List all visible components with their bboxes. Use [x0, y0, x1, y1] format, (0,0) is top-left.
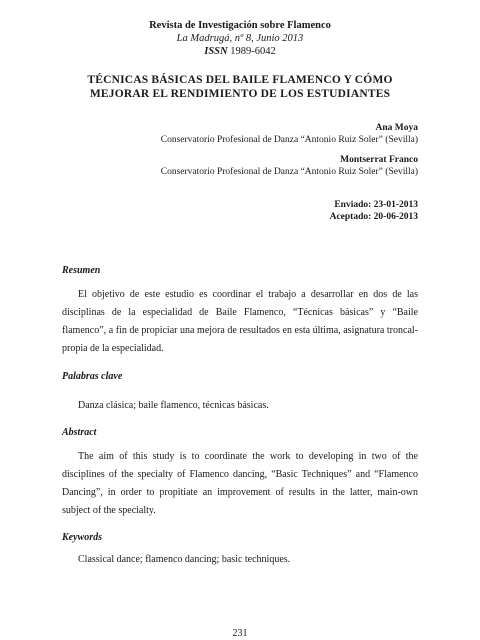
- resumen-text: El objetivo de este estudio es coordinar el trabajo a desarrollar en dos de las disciplinas de la especialidad de Baile Flamenco, “Técnicas básicas” y “Baile flamenco”, a fin de propiciar una mejora de resultados en esta última, asignatura troncal-propia de la especialidad.: [62, 289, 418, 354]
- journal-issn: [0, 45, 480, 58]
- paper-title: [60, 73, 420, 101]
- palabras-clave-heading: Palabras clave: [62, 371, 123, 382]
- author-list: [58, 122, 418, 186]
- title-line: MEJORAR EL RENDIMIENTO DE LOS ESTUDIANTES: [89, 88, 391, 100]
- palabras-clave-text: Danza clásica; baile flamenco, técnicas básicas.: [78, 400, 269, 411]
- keywords-heading: Keywords: [62, 532, 102, 543]
- author-affiliation: Conservatorio Profesional de Danza “Antonio Ruiz Soler” (Sevilla): [160, 167, 418, 177]
- issn-label: ISSN: [204, 46, 228, 57]
- journal-issue: La Madrugá, nº 8, Junio 2013: [176, 33, 304, 44]
- title-line: TÉCNICAS BÁSICAS DEL BAILE FLAMENCO Y CÓMO: [87, 74, 393, 86]
- keywords-text: Classical dance; flamenco dancing; basic techniques.: [78, 554, 291, 565]
- resumen-heading: Resumen: [62, 265, 101, 276]
- author-name: Ana Moya: [375, 123, 418, 133]
- author-name: Montserrat Franco: [340, 155, 418, 165]
- page-number: 231: [232, 628, 248, 639]
- date-accepted: Aceptado: 20-06-2013: [329, 212, 418, 222]
- abstract-heading: Abstract: [62, 427, 97, 438]
- submission-dates: [330, 199, 418, 223]
- issn-number: 1989-6042: [230, 46, 276, 57]
- author: [58, 154, 418, 178]
- date-sent: Enviado: 23-01-2013: [334, 200, 418, 210]
- author: [58, 122, 418, 146]
- author-affiliation: Conservatorio Profesional de Danza “Antonio Ruiz Soler” (Sevilla): [160, 135, 418, 145]
- abstract-text: The aim of this study is to coordinate the work to developing in two of the disciplines of the specialty of Flamenco dancing, “Basic Techniques” and “Flamenco Dancing”, in order to propitiate an improvement of results in the latter, main-own subject of the specialty.: [62, 451, 418, 516]
- journal-name: Revista de Investigación sobre Flamenco: [149, 20, 331, 31]
- journal-header: [0, 19, 480, 58]
